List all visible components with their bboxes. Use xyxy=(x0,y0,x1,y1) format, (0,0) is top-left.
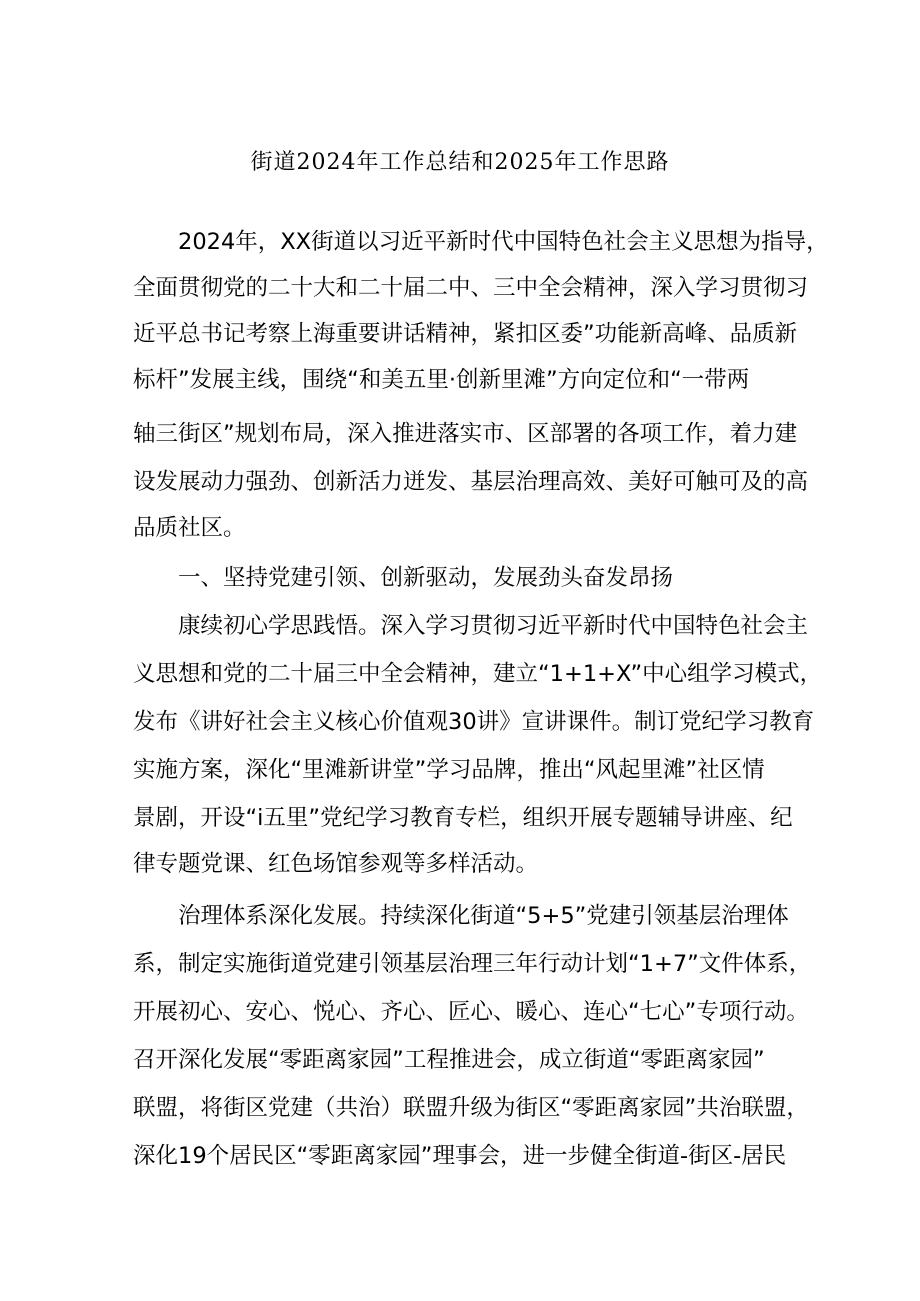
paragraph-line: 2024年，XX街道以习近平新时代中国特色社会主义思想为指导， xyxy=(178,229,829,255)
paragraph-line: 标杆”发展主线，围绕“和美五里·创新里滩”方向定位和“一带两 xyxy=(133,367,750,393)
paragraph-line: 召开深化发展“零距离家园”工程推进会，成立街道“零距离家园” xyxy=(133,1047,765,1073)
paragraph-line: 深化19个居民区“零距离家园”理事会，进一步健全街道-街区-居民 xyxy=(133,1143,787,1169)
paragraph-line: 律专题党课、红色场馆参观等多样活动。 xyxy=(133,851,539,877)
paragraph-line: 品质社区。 xyxy=(133,515,246,541)
paragraph-line: 联盟，将街区党建（共治）联盟升级为街区“零距离家园”共治联盟， xyxy=(133,1095,809,1121)
document-title: 街道2024年工作总结和2025年工作思路 xyxy=(250,150,670,175)
paragraph-line: 设发展动力强劲、创新活力迸发、基层治理高效、美好可触可及的高 xyxy=(133,469,809,495)
paragraph-line: 全面贯彻党的二十大和二十届二中、三中全会精神，深入学习贯彻习 xyxy=(133,275,809,301)
section-heading: 一、坚持党建引领、创新驱动，发展劲头奋发昂扬 xyxy=(178,565,674,591)
paragraph-line: 发布《讲好社会主义核心价值观30讲》宣讲课件。制订党纪学习教育 xyxy=(133,709,815,735)
paragraph-line: 系，制定实施街道党建引领基层治理三年行动计划“1+7”文件体系， xyxy=(133,951,812,977)
paragraph-line: 近平总书记考察上海重要讲话精神，紧扣区委”功能新高峰、品质新 xyxy=(133,321,798,347)
paragraph-line: 康续初心学思践悟。深入学习贯彻习近平新时代中国特色社会主 xyxy=(178,613,809,639)
paragraph-line: 实施方案，深化“里滩新讲堂”学习品牌，推出“风起里滩”社区情 xyxy=(133,757,765,783)
paragraph-line: 景剧，开设“i五里”党纪学习教育专栏，组织开展专题辅导讲座、纪 xyxy=(133,805,793,831)
paragraph-line: 义思想和党的二十届三中全会精神，建立“1+1+X”中心组学习模式， xyxy=(133,661,823,687)
paragraph-line: 开展初心、安心、悦心、齐心、匠心、暖心、连心“七心”专项行动。 xyxy=(133,999,809,1025)
paragraph-line: 治理体系深化发展。持续深化街道“5+5”党建引领基层治理体 xyxy=(178,903,789,929)
paragraph-line: 轴三街区”规划布局，深入推进落实市、区部署的各项工作，着力建 xyxy=(133,421,798,447)
